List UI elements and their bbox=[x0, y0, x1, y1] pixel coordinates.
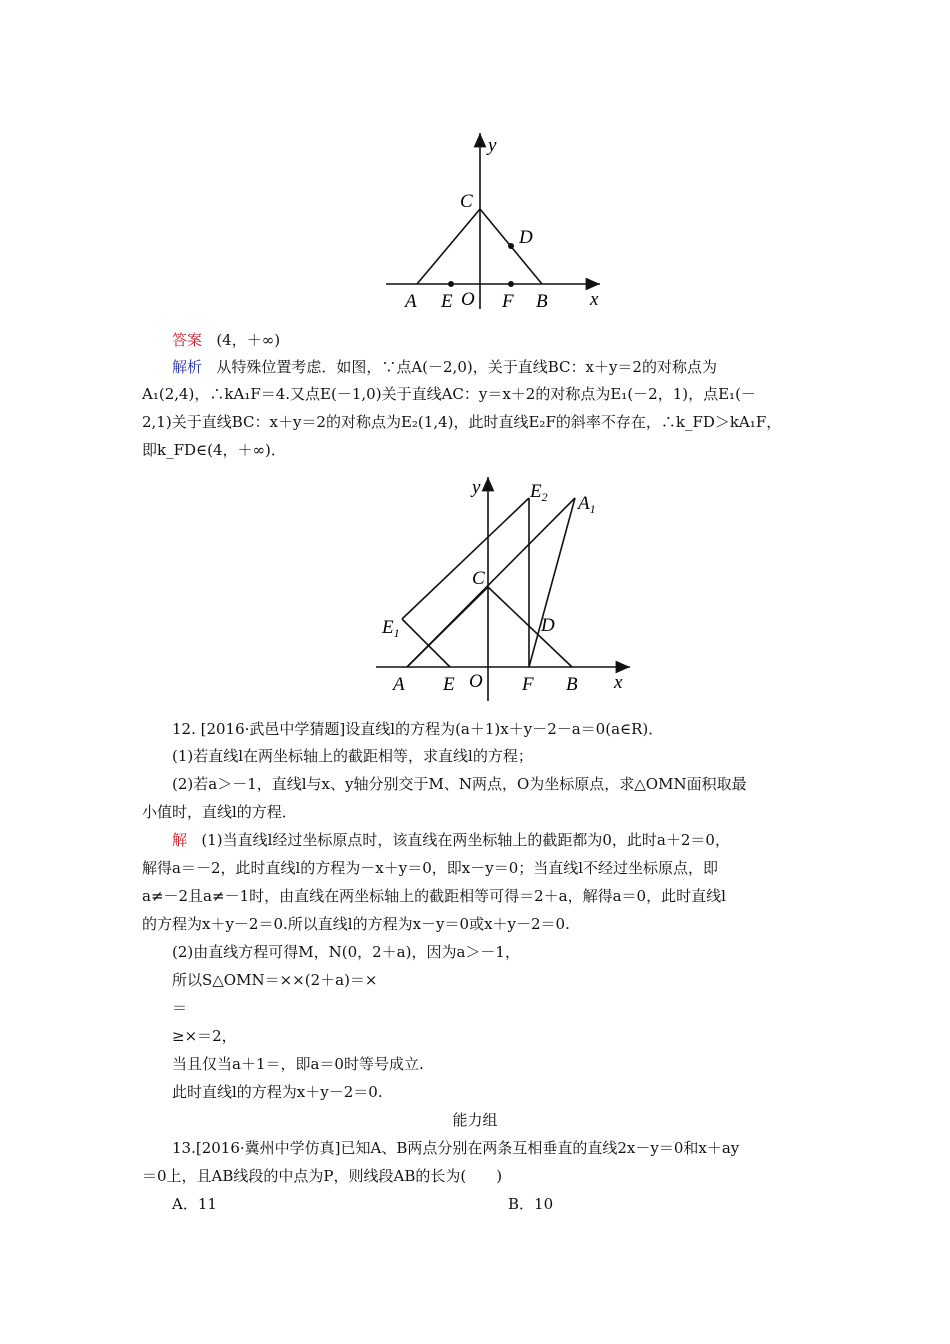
segment-a-a1 bbox=[407, 498, 575, 667]
answer-label: 答案 bbox=[172, 331, 203, 349]
solution-label: 解 bbox=[172, 831, 188, 849]
point-d bbox=[508, 243, 514, 249]
q12-part2-b: 小值时，直线l的方程． bbox=[142, 803, 297, 821]
solution-line-5: (2)由直线方程可得M，N(0，2＋a)，因为a＞－1， bbox=[172, 943, 520, 961]
label-e: E bbox=[443, 674, 455, 695]
analysis-line-3: 2,1)关于直线BC：x＋y＝2的对称点为E₂(1,4)，此时直线E₂F的斜率不存在，∴k_FD＞kA₁F， bbox=[142, 413, 782, 431]
label-o: O bbox=[469, 671, 483, 692]
solution-line-10: 此时直线l的方程为x＋y－2＝0. bbox=[172, 1083, 383, 1101]
label-b: B bbox=[566, 674, 578, 695]
label-x: x bbox=[614, 672, 623, 693]
solution-line-9: 当且仅当a＋1＝，即a＝0时等号成立. bbox=[172, 1055, 424, 1073]
answer-value: (4，＋∞) bbox=[216, 331, 281, 349]
label-f: F bbox=[502, 291, 514, 312]
q12-part1: (1)若直线l在两坐标轴上的截距相等，求直线l的方程； bbox=[172, 747, 533, 765]
label-f: F bbox=[522, 674, 534, 695]
segment-a1-f bbox=[529, 498, 575, 667]
segment-e-e1 bbox=[402, 619, 450, 667]
analysis-line-4: 即k_FD∈(4，＋∞)． bbox=[142, 441, 286, 459]
label-e1: $E_1$ bbox=[382, 617, 400, 640]
label-c: C bbox=[472, 568, 485, 589]
q13-option-a: A．11 bbox=[172, 1195, 217, 1213]
label-d: D bbox=[519, 227, 533, 248]
label-y: y bbox=[488, 135, 497, 156]
point-e bbox=[448, 281, 454, 287]
label-b: B bbox=[536, 291, 548, 312]
label-c: C bbox=[460, 191, 473, 212]
label-x: x bbox=[590, 289, 599, 310]
answer-line bbox=[172, 330, 280, 350]
figure-triangle bbox=[372, 127, 614, 323]
segment-cb bbox=[488, 587, 572, 667]
label-o: O bbox=[461, 289, 475, 310]
solution-line-6: 所以S△OMN＝××(2＋a)＝× bbox=[172, 971, 378, 989]
segment-e1-e2 bbox=[402, 498, 529, 619]
label-e2: $E_2$ bbox=[530, 481, 548, 504]
q13-line-2: ＝0上，且AB线段的中点为P，则线段AB的长为( ) bbox=[142, 1167, 503, 1185]
analysis-line-2: A₁(2,4)，∴kA₁F＝4.又点E(－1,0)关于直线AC：y＝x＋2的对称点为E₁(－2，1)，点E₁(－ bbox=[142, 385, 756, 403]
segment-ac bbox=[417, 209, 480, 284]
analysis-line-1: 解析 从特殊位置考虑．如图，∵点A(－2,0)，关于直线BC：x＋y＝2的对称点为 bbox=[172, 358, 717, 376]
label-a1: $A_1$ bbox=[578, 493, 596, 516]
q12-part2-a: (2)若a＞－1，直线l与x、y轴分别交于M、N两点，O为坐标原点，求△OMN面积取最 bbox=[172, 775, 747, 793]
q13-option-b: B．10 bbox=[508, 1195, 554, 1213]
point-f bbox=[508, 281, 514, 287]
label-y: y bbox=[472, 477, 481, 498]
label-a: A bbox=[393, 674, 405, 695]
analysis-label: 解析 bbox=[172, 358, 203, 376]
label-a: A bbox=[405, 291, 417, 312]
section-heading: 能力组 bbox=[452, 1111, 498, 1129]
solution-line-3: a≠－2且a≠－1时，由直线在两坐标轴上的截距相等可得＝2＋a，解得a＝0，此时直线l bbox=[142, 887, 726, 905]
label-d: D bbox=[541, 615, 555, 636]
solution-line-7: ＝ bbox=[172, 999, 188, 1017]
q12-stem: 12. [2016·武邑中学猜题]设直线l的方程为(a＋1)x＋y－2－a＝0(a∈R)． bbox=[172, 720, 664, 738]
solution-line-8: ≥×＝2， bbox=[172, 1027, 237, 1045]
q13-line-1: 13.[2016·冀州中学仿真]已知A、B两点分别在两条互相垂直的直线2x－y＝0和x＋ay bbox=[172, 1139, 740, 1157]
solution-line-1: 解 (1)当直线l经过坐标原点时，该直线在两坐标轴上的截距都为0，此时a＋2＝0， bbox=[172, 831, 730, 849]
solution-line-4: 的方程为x＋y－2＝0.所以直线l的方程为x－y＝0或x＋y－2＝0. bbox=[142, 915, 570, 933]
solution-line-2: 解得a＝－2，此时直线l的方程为－x＋y＝0，即x－y＝0；当直线l不经过坐标原点，即 bbox=[142, 859, 719, 877]
label-e: E bbox=[441, 291, 453, 312]
figure-reflection bbox=[372, 469, 634, 707]
